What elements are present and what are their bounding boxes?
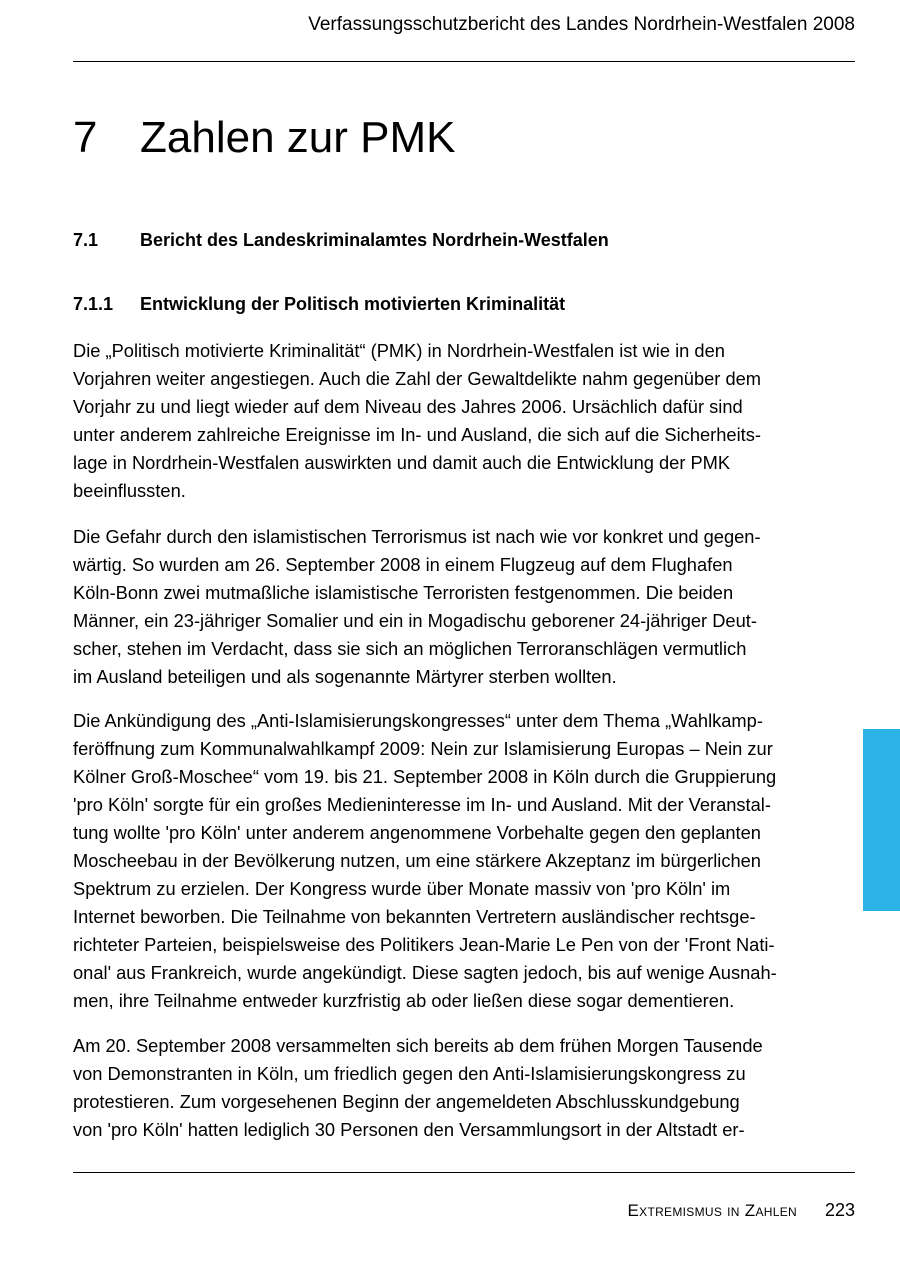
section-heading-7-1-1 [73,292,565,316]
text-line: Vorjahr zu und liegt wieder auf dem Niveau des Jahres 2006. Ursächlich dafür sind [73,396,743,417]
section-heading-7-1 [73,228,609,252]
paragraph-pmk-development [73,337,813,505]
text-line: Am 20. September 2008 versammelten sich bereits ab dem frühen Morgen Tausende [73,1035,763,1056]
text-line: Die „Politisch motivierte Kriminalität“ (PMK) in Nordrhein-Westfalen ist wie in den [73,340,725,361]
text-line: Spektrum zu erzielen. Der Kongress wurde über Monate massiv von 'pro Köln' im [73,878,731,899]
paragraph-demonstrations [73,1032,813,1144]
text-line: men, ihre Teilnahme entweder kurzfristig ab oder ließen diese sogar dementieren. [73,990,735,1011]
text-line: Die Gefahr durch den islamistischen Terrorismus ist nach wie vor konkret und gegen- [73,526,761,547]
text-line: von Demonstranten in Köln, um friedlich gegen den Anti-Islamisierungskongress zu [73,1063,746,1084]
running-header: Verfassungsschutzbericht des Landes Nordrhein-Westfalen 2008 [308,14,855,35]
text-line: Männer, ein 23-jähriger Somalier und ein in Mogadischu geborener 24-jähriger Deut- [73,610,757,631]
text-line: Die Ankündigung des „Anti-Islamisierungskongresses“ unter dem Thema „Wahlkamp- [73,710,763,731]
paragraph-islamist-terrorism [73,523,813,691]
paragraph-anti-islamisation-congress [73,707,813,1015]
text-line: tung wollte 'pro Köln' unter anderem angenommene Vorbehalte gegen den geplanten [73,822,761,843]
footer-section-name: Extremismus in Zahlen [627,1201,797,1220]
text-line: Internet beworben. Die Teilnahme von bekannten Vertretern ausländischer rechtsge- [73,906,756,927]
text-line: protestieren. Zum vorgesehenen Beginn der angemeldeten Abschlusskundgebung [73,1091,740,1112]
chapter-heading [73,110,455,166]
text-line: lage in Nordrhein-Westfalen auswirkten und damit auch die Entwicklung der PMK [73,452,731,473]
text-line: von 'pro Köln' hatten lediglich 30 Personen den Versammlungsort in der Altstadt er- [73,1119,745,1140]
chapter-thumb-tab [863,729,900,911]
chapter-number: 7 [73,113,98,162]
text-line: Vorjahren weiter angestiegen. Auch die Zahl der Gewaltdelikte nahm gegenüber dem [73,368,762,389]
section-number: 7.1 [73,230,99,250]
text-line: im Ausland beteiligen und als sogenannte Märtyrer sterben wollten. [73,666,617,687]
text-line: Köln-Bonn zwei mutmaßliche islamistische Terroristen festgenommen. Die beiden [73,582,734,603]
header-rule [73,61,855,62]
page-number: 223 [824,1200,855,1220]
text-line: scher, stehen im Verdacht, dass sie sich an möglichen Terroranschlägen vermutlich [73,638,747,659]
subsection-number: 7.1.1 [73,294,114,314]
text-line: beeinflussten. [73,480,186,501]
text-line: onal' aus Frankreich, wurde angekündigt. Diese sagten jedoch, bis auf wenige Ausnah- [73,962,777,983]
chapter-title: Zahlen zur PMK [140,113,456,162]
footer-rule [73,1172,855,1173]
text-line: richteter Parteien, beispielsweise des Politikers Jean-Marie Le Pen von der 'Front Nati- [73,934,775,955]
section-title: Bericht des Landeskriminalamtes Nordrhein-Westfalen [140,230,609,250]
text-line: Kölner Groß-Moschee“ vom 19. bis 21. September 2008 in Köln durch die Gruppierung [73,766,777,787]
subsection-title: Entwicklung der Politisch motivierten Kriminalität [140,294,566,314]
text-line: feröffnung zum Kommunalwahlkampf 2009: Nein zur Islamisierung Europas – Nein zur [73,738,773,759]
text-line: Moscheebau in der Bevölkerung nutzen, um eine stärkere Akzeptanz im bürgerlichen [73,850,761,871]
text-line: 'pro Köln' sorgte für ein großes Medieninteresse im In- und Ausland. Mit der Veranstal- [73,794,771,815]
text-line: wärtig. So wurden am 26. September 2008 in einem Flugzeug auf dem Flughafen [73,554,733,575]
text-line: unter anderem zahlreiche Ereignisse im In- und Ausland, die sich auf die Sicherheits- [73,424,761,445]
